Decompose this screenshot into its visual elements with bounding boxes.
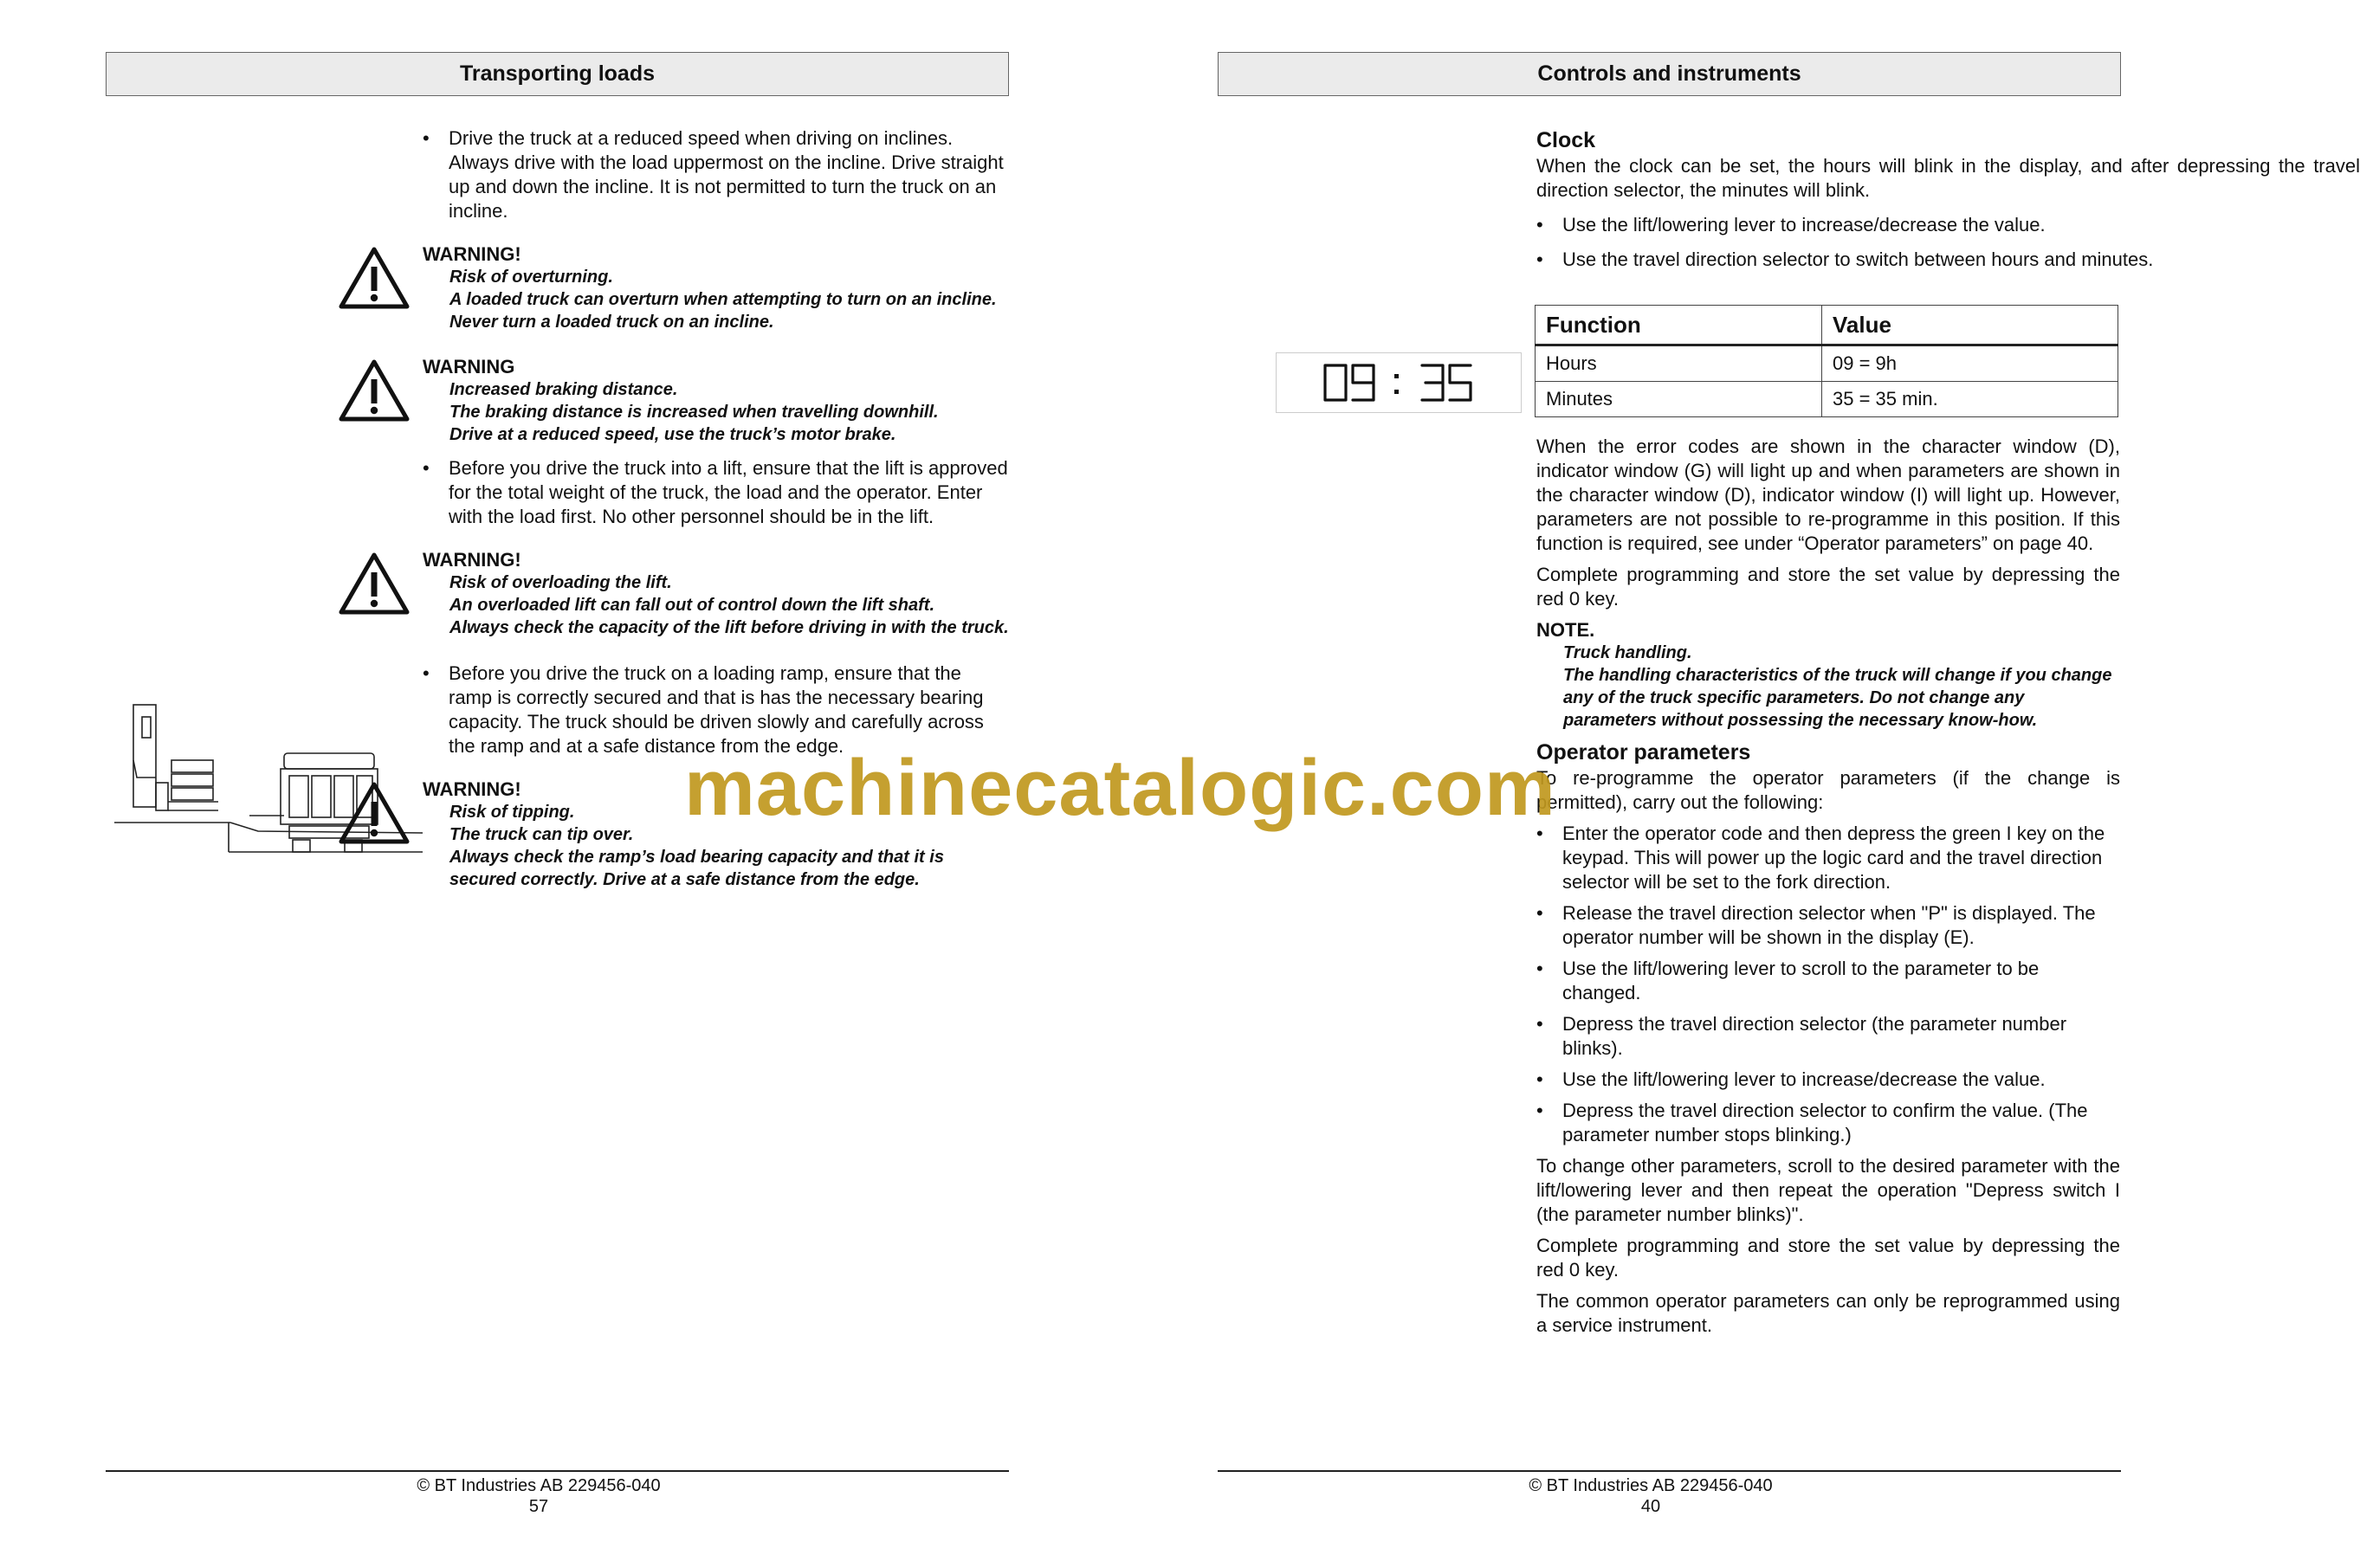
page-header [1218, 52, 2121, 96]
list-item: • Enter the operator code and then depress the green I key on the keypad. This will power up the logic card and the travel direction selector will be set to the fork direction. [1536, 822, 2120, 894]
warning-line: Risk of overturning. [449, 268, 613, 287]
warning-triangle-icon [338, 552, 411, 616]
bullet-inclines: • Drive the truck at a reduced speed when driving on inclines. Always drive with the load uppermost on the incline. Drive straight up and down the incline. It is not permitted to turn the truck on an incline. [423, 126, 1009, 223]
list-item: • Depress the travel direction selector (the parameter number blinks). [1536, 1012, 2120, 1061]
table-cell: 35 = 35 min. [1822, 382, 2118, 417]
warning-triangle-icon [338, 358, 411, 423]
list-item: • Use the lift/lowering lever to scroll to the parameter to be changed. [1536, 957, 2120, 1005]
error-codes-paragraph: When the error codes are shown in the character window (D), indicator window (G) will light up and when parameters are shown in the character window (D), indicator window (I) will light up. However, parameters are not possible to re-programme in this position. If this function is required, see under “Operator parameters” on page 40. [1536, 436, 2120, 554]
warning-triangle-icon [338, 246, 411, 310]
warning-triangle-icon [338, 781, 411, 845]
clock-display [1276, 352, 1522, 413]
footer-divider [1218, 1470, 2121, 1472]
warning-braking [423, 355, 1009, 446]
warning-overloading [423, 548, 1009, 639]
table-row [1536, 345, 2118, 382]
warning-line: The braking distance is increased when travelling downhill. [449, 403, 939, 422]
table-row [1536, 382, 2118, 417]
operator-intro: To re-programme the operator parameters (if the change is permitted), carry out the following: [1536, 767, 2120, 813]
table-cell: Hours [1536, 345, 1822, 382]
footer-copyright: © BT Industries AB 229456-040 [417, 1476, 661, 1495]
page-header-title: Controls and instruments [1537, 61, 1801, 86]
warning-title: WARNING! [423, 778, 521, 800]
clock-intro: When the clock can be set, the hours will blink in the display, and after depressing the travel direction selector, the minutes will blink. [1536, 155, 2360, 201]
warning-line: Drive at a reduced speed, use the truck’s motor brake. [449, 425, 896, 444]
operator-section [1536, 766, 2120, 1338]
function-value-table [1535, 305, 2118, 417]
note-line: Truck handling. [1563, 643, 1692, 662]
list-item: • Release the travel direction selector when "P" is displayed. The operator number will be shown in the display (E). [1536, 901, 2120, 950]
complete-programming-paragraph: Complete programming and store the set value by depressing the red 0 key. [1536, 564, 2120, 610]
complete-programming-paragraph: Complete programming and store the set value by depressing the red 0 key. [1536, 1235, 2120, 1281]
page-header-title: Transporting loads [459, 61, 656, 86]
note-line: The handling characteristics of the truck will change if you change any of the truck specific parameters. Do not change any parameters without possessing the necessary know-how. [1563, 666, 2112, 730]
page-header [106, 52, 1009, 96]
warning-line: Never turn a loaded truck on an incline. [449, 313, 774, 332]
warning-line: Always check the ramp’s load bearing capacity and that it is secured correctly. Drive at a safe distance from the edge. [449, 848, 944, 889]
clock-display-digits [1277, 353, 1523, 414]
list-item: • Use the lift/lowering lever to increase/decrease the value. [1536, 213, 2360, 237]
table-cell: 09 = 9h [1822, 345, 2118, 382]
table-header-function: Function [1536, 306, 1822, 345]
warning-line: Always check the capacity of the lift before driving in with the truck. [449, 618, 1009, 637]
section-heading-operator-parameters: Operator parameters [1536, 740, 1751, 765]
warning-line: Risk of tipping. [449, 803, 575, 822]
footer-divider [106, 1470, 1009, 1472]
note-block [1536, 618, 2120, 732]
change-parameters-paragraph: To change other parameters, scroll to the desired parameter with the lift/lowering lever and then repeat the operation "Depress switch I (the parameter number blinks)". [1536, 1155, 2120, 1225]
warning-line: Risk of overloading the lift. [449, 573, 672, 592]
warning-overturning [423, 242, 1009, 333]
watermark-text: machinecatalogic.com [684, 744, 1556, 832]
warning-title: WARNING! [423, 243, 521, 265]
footer-page-number: 40 [1640, 1497, 1661, 1516]
table-header-row [1536, 306, 2118, 345]
bullet-lift: • Before you drive the truck into a lift, ensure that the lift is approved for the total weight of the truck, the load and the operator. Enter with the load first. No other personnel should be in the lift. [423, 456, 1009, 529]
note-title: NOTE. [1536, 619, 1595, 641]
footer-copyright: © BT Industries AB 229456-040 [1529, 1476, 1773, 1495]
list-item: • Use the lift/lowering lever to increase/decrease the value. [1536, 1068, 2120, 1092]
common-parameters-paragraph: The common operator parameters can only be reprogrammed using a service instrument. [1536, 1290, 2120, 1336]
page-footer [1218, 1475, 2084, 1517]
page-footer [106, 1475, 972, 1517]
warning-line: The truck can tip over. [449, 825, 634, 844]
list-item: • Depress the travel direction selector to confirm the value. (The parameter number stops blinking.) [1536, 1099, 2120, 1147]
right-content-column [1536, 126, 2360, 1338]
table-cell: Minutes [1536, 382, 1822, 417]
table-header-value: Value [1822, 306, 2118, 345]
warning-line: An overloaded lift can fall out of control down the lift shaft. [449, 596, 934, 615]
warning-title: WARNING! [423, 549, 521, 571]
list-item: • Use the travel direction selector to switch between hours and minutes. [1536, 248, 2360, 272]
warning-title: WARNING [423, 356, 515, 377]
bullet-ramp: • Before you drive the truck on a loading ramp, ensure that the ramp is correctly secured and that is has the necessary bearing capacity. The truck should be driven slowly and carefully across the ramp and at a safe distance from the edge. [423, 661, 1009, 758]
footer-page-number: 57 [528, 1497, 549, 1516]
warning-line: A loaded truck can overturn when attempting to turn on an incline. [449, 290, 997, 309]
warning-line: Increased braking distance. [449, 380, 678, 399]
section-heading-clock: Clock [1536, 128, 1596, 152]
